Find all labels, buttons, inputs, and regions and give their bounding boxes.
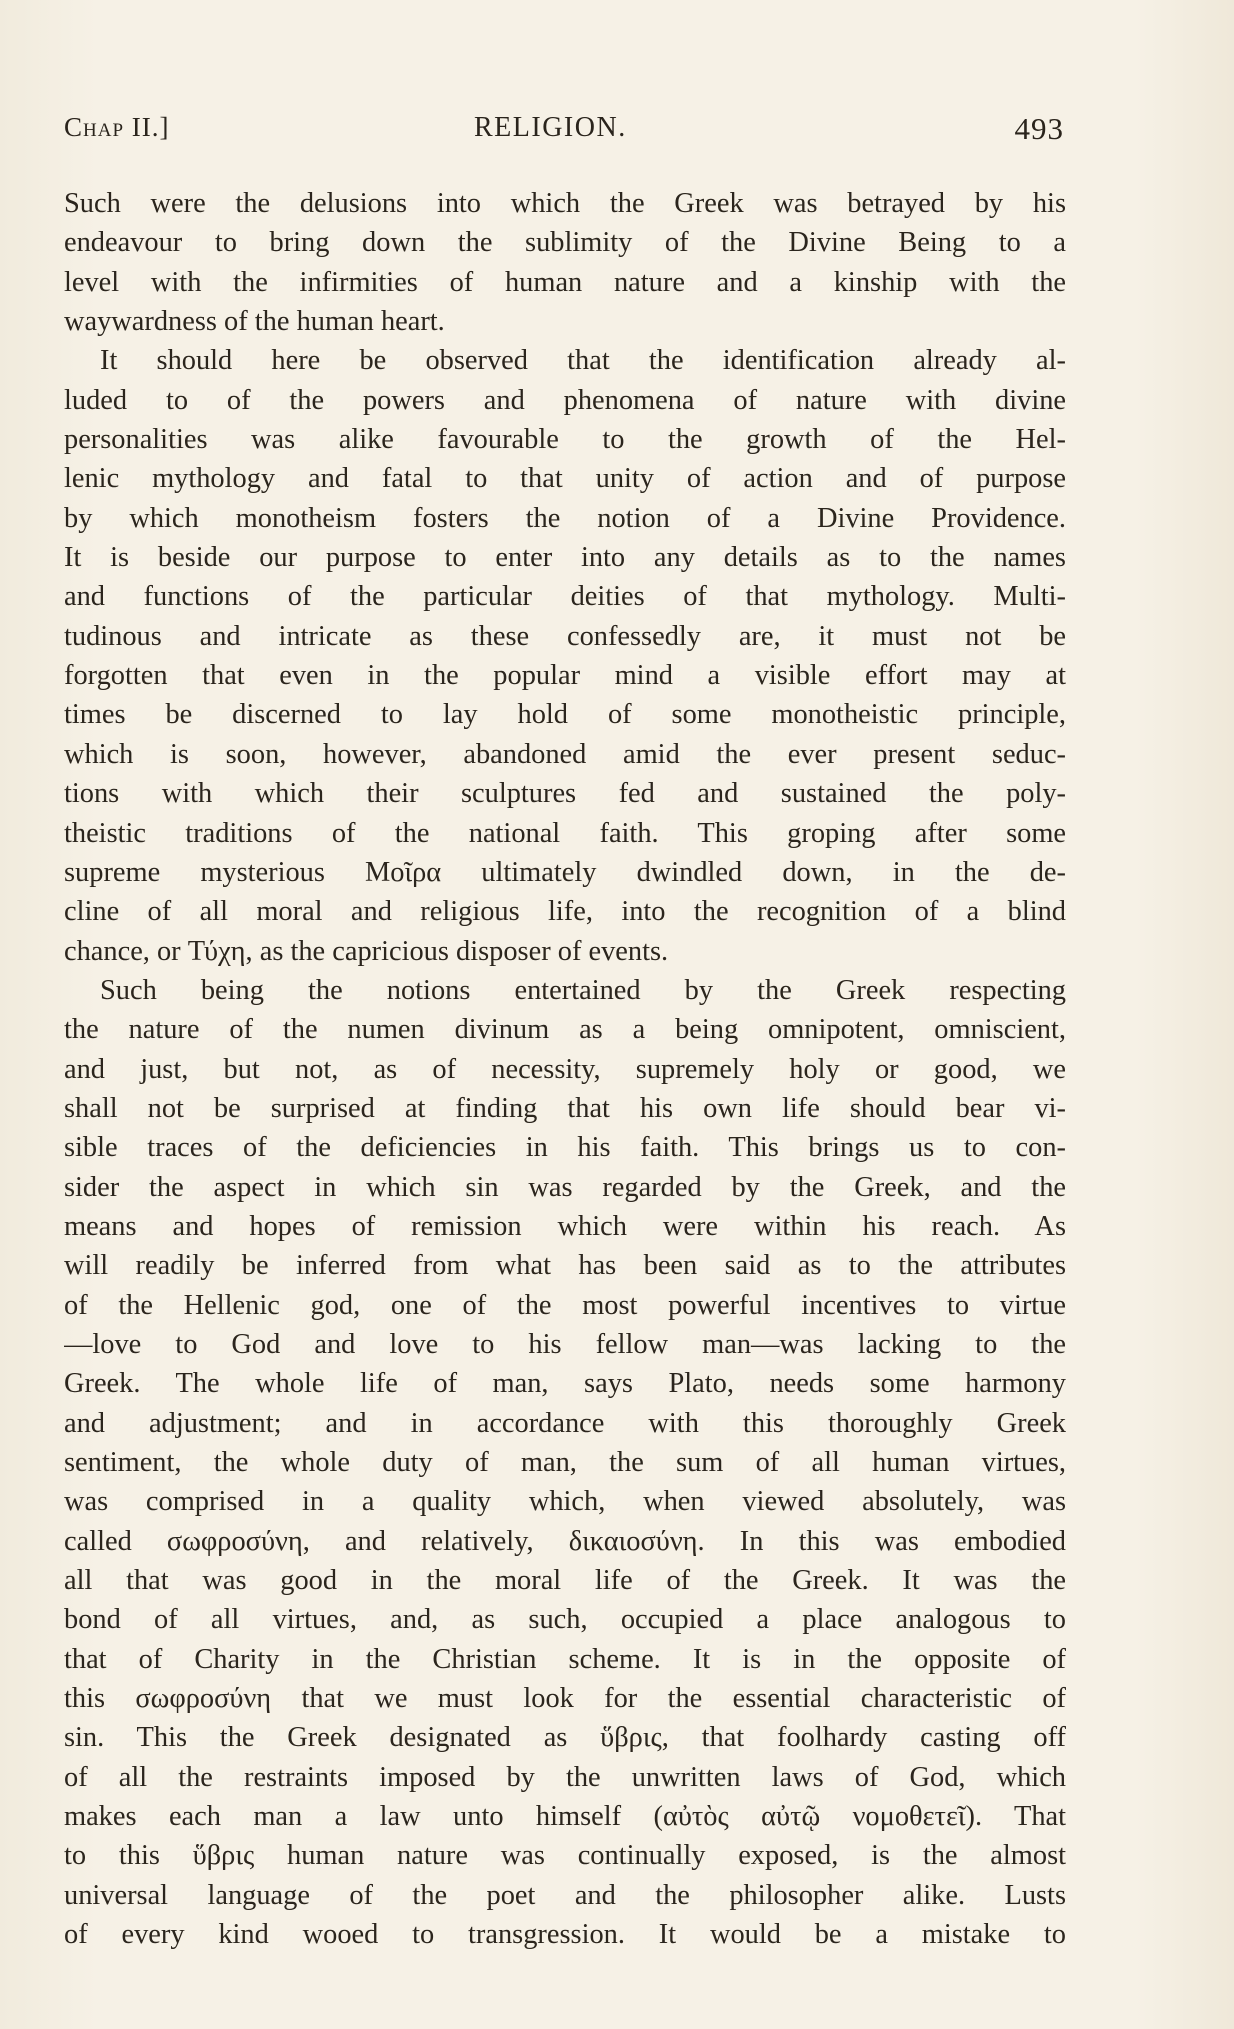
- text-line: Greek. The whole life of man, says Plato, needs some harmony: [64, 1368, 1066, 1400]
- text-line: was comprised in a quality which, when viewed absolutely, was: [64, 1486, 1066, 1518]
- text-line: makes each man a law unto himself (αὐτὸς αὐτῷ νομοθετεῖ). That: [64, 1801, 1066, 1833]
- text-line: will readily be inferred from what has been said as to the attributes: [64, 1250, 1066, 1282]
- text-line: tions with which their sculptures fed and sustained the poly-: [64, 778, 1066, 810]
- text-line: this σωφροσύνη that we must look for the essential characteristic of: [64, 1683, 1066, 1715]
- text-line: universal language of the poet and the philosopher alike. Lusts: [64, 1879, 1066, 1911]
- text-line: called σωφροσύνη, and relatively, δικαιοσύνη. In this was embodied: [64, 1525, 1066, 1557]
- text-line: and functions of the particular deities of that mythology. Multi-: [64, 581, 1066, 613]
- text-line: sible traces of the deficiencies in his faith. This brings us to con-: [64, 1132, 1066, 1164]
- text-line: endeavour to bring down the sublimity of the Divine Being to a: [64, 227, 1066, 259]
- text-line: of the Hellenic god, one of the most powerful incentives to virtue: [64, 1289, 1066, 1321]
- text-line: forgotten that even in the popular mind a visible effort may at: [64, 660, 1066, 692]
- text-line: by which monotheism fosters the notion of a Divine Providence.: [64, 502, 1066, 534]
- text-line: tudinous and intricate as these confessedly are, it must not be: [64, 620, 1066, 652]
- text-line: which is soon, however, abandoned amid the ever present seduc-: [64, 738, 1066, 770]
- text-line: shall not be surprised at finding that his own life should bear vi-: [64, 1092, 1066, 1124]
- text-line: and adjustment; and in accordance with this thoroughly Greek: [64, 1407, 1066, 1439]
- text-line: to this ὕβρις human nature was continually exposed, is the almost: [64, 1840, 1066, 1872]
- text-line: —love to God and love to his fellow man—was lacking to the: [64, 1328, 1066, 1360]
- text-line: theistic traditions of the national faith. This groping after some: [64, 817, 1066, 849]
- text-line: bond of all virtues, and, as such, occupied a place analogous to: [64, 1604, 1066, 1636]
- text-line: times be discerned to lay hold of some monotheistic principle,: [64, 699, 1066, 731]
- text-line: personalities was alike favourable to the growth of the Hel-: [64, 424, 1066, 456]
- text-line: the nature of the numen divinum as a being omnipotent, omniscient,: [64, 1014, 1066, 1046]
- text-line: of every kind wooed to transgression. It would be a mistake to: [64, 1919, 1066, 1951]
- text-line: sin. This the Greek designated as ὕβρις, that foolhardy casting off: [64, 1722, 1066, 1754]
- text-line: It is beside our purpose to enter into any details as to the names: [64, 542, 1066, 574]
- page-number: 493: [1014, 111, 1064, 146]
- text-line: Such being the notions entertained by the Greek respecting: [100, 974, 1066, 1006]
- text-line: means and hopes of remission which were within his reach. As: [64, 1210, 1066, 1242]
- text-line: It should here be observed that the identification already al-: [100, 345, 1066, 377]
- running-header: [64, 112, 1064, 156]
- text-line: waywardness of the human heart.: [64, 306, 445, 338]
- text-line: level with the infirmities of human nature and a kinship with the: [64, 266, 1066, 298]
- text-line: luded to of the powers and phenomena of nature with divine: [64, 384, 1066, 416]
- text-line: chance, or Τύχη, as the capricious disposer of events.: [64, 935, 669, 967]
- text-line: that of Charity in the Christian scheme. It is in the opposite of: [64, 1643, 1066, 1675]
- text-line: Such were the delusions into which the Greek was betrayed by his: [64, 188, 1066, 219]
- text-line: cline of all moral and religious life, into the recognition of a blind: [64, 896, 1066, 928]
- text-line: sider the aspect in which sin was regarded by the Greek, and the: [64, 1171, 1066, 1203]
- text-line: lenic mythology and fatal to that unity of action and of purpose: [64, 463, 1066, 495]
- text-line: supreme mysterious Μοῖρα ultimately dwindled down, in the de-: [64, 856, 1066, 888]
- text-line: sentiment, the whole duty of man, the sum of all human virtues,: [64, 1447, 1066, 1478]
- text-line: all that was good in the moral life of the Greek. It was the: [64, 1565, 1066, 1597]
- text-line: and just, but not, as of necessity, supremely holy or good, we: [64, 1053, 1066, 1085]
- body-text: [64, 184, 1066, 1954]
- chapter-label: Chap II.]: [64, 112, 170, 142]
- running-title: RELIGION.: [474, 112, 627, 143]
- text-line: of all the restraints imposed by the unwritten laws of God, which: [64, 1761, 1066, 1793]
